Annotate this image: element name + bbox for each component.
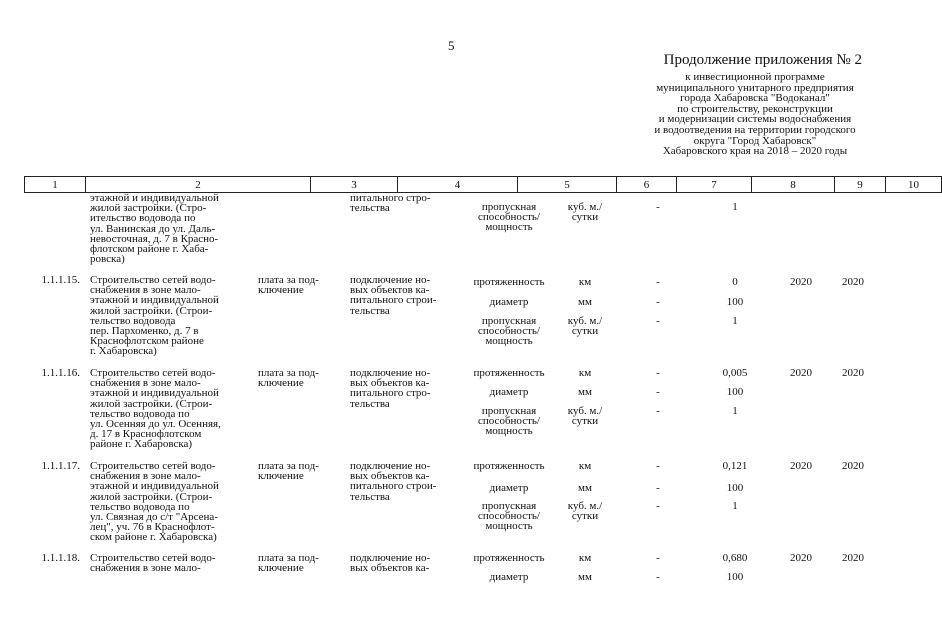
column-number: 8 [752, 177, 835, 193]
row-purpose [350, 275, 436, 316]
column-number: 7 [677, 177, 752, 193]
param-diameter: диаметр [489, 296, 529, 308]
start-year: 2020 [790, 367, 812, 379]
text-line: лец", уч. 76 в Краснофлот- [90, 521, 215, 534]
text-line: снабжения в зоне мало- [90, 377, 201, 390]
subtitle-line: муниципального унитарного предприятия [656, 81, 854, 94]
base-value: - [656, 276, 660, 288]
text-line: ул. Ванинская до ул. Даль- [90, 222, 216, 235]
target-value: 0,121 [722, 460, 748, 472]
column-number: 4 [398, 177, 518, 193]
text-line: Строительство сетей водо- [90, 552, 216, 564]
unit-length: км [578, 552, 592, 564]
target-value: 1 [732, 500, 738, 512]
text-line: тельства [350, 490, 390, 503]
param-capacity [466, 406, 552, 437]
text-line: вых объектов ка- [350, 470, 430, 483]
text-line: флотском районе г. Хаба- [90, 243, 209, 256]
text-line: жилой застройки. (Строи- [90, 490, 213, 503]
unit-length: км [578, 276, 592, 288]
param-diameter: диаметр [489, 571, 529, 583]
param-diameter: диаметр [489, 482, 529, 494]
text-line: мощность [485, 221, 533, 234]
start-year: 2020 [790, 276, 812, 288]
text-line: пропускная [481, 201, 537, 213]
base-value: - [656, 500, 660, 512]
text-line: куб. м./ [567, 315, 603, 327]
base-value: - [656, 405, 660, 417]
text-line: ровска) [90, 253, 125, 266]
text-line: пропускная [481, 500, 537, 512]
text-line: жилой застройки. (Строи- [90, 304, 213, 317]
text-line: тельства [350, 397, 390, 410]
row-number: 1.1.1.15. [41, 274, 80, 286]
text-line: питального стро- [350, 192, 431, 204]
text-line: плата за под- [258, 367, 319, 379]
base-value: - [656, 552, 660, 564]
text-line: ключение [258, 377, 304, 390]
text-line: ул. Осенняя до ул. Осенняя, [90, 418, 221, 431]
row-source [258, 368, 319, 388]
param-diameter: диаметр [489, 386, 529, 398]
row-number: 1.1.1.16. [41, 367, 80, 379]
text-line: куб. м./ [567, 405, 603, 417]
text-line: пер. Пархоменко, д. 7 в [90, 325, 199, 338]
row-description [90, 368, 221, 450]
column-number: 10 [886, 177, 942, 193]
target-value: 1 [732, 315, 738, 327]
text-line: Строительство сетей водо- [90, 274, 216, 286]
subtitle-line: Хабаровского края на 2018 – 2020 годы [662, 145, 848, 158]
page-number: 5 [448, 38, 455, 53]
column-number: 3 [311, 177, 398, 193]
subtitle-line: округа "Город Хабаровск" [693, 134, 817, 147]
unit-length: км [578, 460, 592, 472]
row-description [90, 193, 219, 264]
text-line: ключение [258, 470, 304, 483]
text-line: питального строи- [350, 294, 437, 307]
start-year: 2020 [790, 552, 812, 564]
param-length: протяженность [473, 276, 545, 288]
subtitle-line: по строительству, реконструкции [677, 102, 833, 115]
target-value: 100 [726, 386, 744, 398]
text-line: Строительство сетей водо- [90, 460, 216, 472]
text-line: сутки [571, 415, 599, 428]
text-line: куб. м./ [567, 500, 603, 512]
text-line: тельство водовода по [90, 407, 190, 420]
end-year: 2020 [842, 552, 864, 564]
text-line: пропускная [481, 315, 537, 327]
row-purpose [350, 553, 430, 573]
text-line: районе г. Хабаровска) [90, 438, 193, 451]
text-line: г. Хабаровска) [90, 345, 157, 358]
text-line: питального стро- [350, 387, 431, 400]
text-line: сутки [571, 211, 599, 224]
unit-diameter: мм [578, 571, 592, 583]
subtitle-line: города Хабаровска "Водоканал" [680, 92, 830, 105]
row-source [258, 461, 319, 481]
text-line: снабжения в зоне мало- [90, 562, 201, 575]
text-line: вых объектов ка- [350, 377, 430, 390]
column-number: 9 [835, 177, 886, 193]
text-line: куб. м./ [567, 201, 603, 213]
end-year: 2020 [842, 367, 864, 379]
unit-diameter: мм [578, 296, 592, 308]
text-line: д. 17 в Краснофлотском [90, 428, 202, 441]
text-line: тельство водовода [90, 314, 176, 327]
unit-length: км [578, 367, 592, 379]
text-line: тельства [350, 304, 390, 317]
subtitle-line: к инвестиционной программе [685, 71, 825, 83]
row-source [258, 553, 319, 573]
column-number: 2 [86, 177, 311, 193]
base-value: - [656, 296, 660, 308]
text-line: снабжения в зоне мало- [90, 470, 201, 483]
appendix-title: Продолжение приложения № 2 [663, 52, 862, 68]
text-line: способность/ [478, 510, 540, 523]
param-capacity [466, 316, 552, 347]
text-line: подключение но- [350, 460, 431, 472]
row-description [90, 461, 219, 543]
text-line: снабжения в зоне мало- [90, 284, 201, 297]
row-purpose [350, 193, 431, 213]
text-line: ском районе г. Хабаровска) [90, 531, 217, 544]
row-description [90, 275, 219, 357]
param-capacity [466, 202, 552, 233]
target-value: 1 [732, 405, 738, 417]
target-value: 1 [732, 201, 738, 213]
param-length: протяженность [473, 367, 545, 379]
text-line: подключение но- [350, 367, 431, 379]
subtitle-line: и модернизации системы водоснабжения [658, 113, 852, 126]
unit-diameter: мм [578, 386, 592, 398]
unit-capacity [558, 406, 612, 426]
text-line: плата за под- [258, 552, 319, 564]
text-line: невосточная, д. 7 в Красно- [90, 232, 219, 245]
target-value: 100 [726, 482, 744, 494]
text-line: питального строи- [350, 480, 437, 493]
text-line: этажной и индивидуальной [90, 480, 219, 493]
row-purpose [350, 461, 436, 502]
text-line: мощность [485, 520, 533, 533]
text-line: подключение но- [350, 552, 431, 564]
text-line: ительство водовода по [90, 212, 196, 225]
text-line: плата за под- [258, 274, 319, 286]
base-value: - [656, 482, 660, 494]
text-line: жилой застройки. (Строи- [90, 397, 213, 410]
text-line: подключение но- [350, 274, 431, 286]
end-year: 2020 [842, 460, 864, 472]
text-line: ключение [258, 562, 304, 575]
target-value: 100 [726, 571, 744, 583]
text-line: сутки [571, 510, 599, 523]
text-line: тельство водовода по [90, 500, 190, 513]
start-year: 2020 [790, 460, 812, 472]
appendix-subtitle [630, 72, 880, 157]
end-year: 2020 [842, 276, 864, 288]
column-number: 5 [518, 177, 617, 193]
text-line: ул. Связная до с/т "Арсена- [90, 511, 218, 524]
text-line: этажной и индивидуальной [90, 294, 219, 307]
text-line: пропускная [481, 405, 537, 417]
text-line: мощность [485, 425, 533, 438]
target-value: 0,005 [722, 367, 748, 379]
target-value: 0,680 [722, 552, 748, 564]
column-number: 6 [617, 177, 677, 193]
text-line: вых объектов ка- [350, 562, 430, 575]
text-line: этажной и индивидуальной [90, 387, 219, 400]
param-length: протяженность [473, 460, 545, 472]
unit-capacity [558, 202, 612, 222]
base-value: - [656, 571, 660, 583]
text-line: способность/ [478, 325, 540, 338]
column-header-row [24, 176, 942, 193]
text-line: способность/ [478, 211, 540, 224]
base-value: - [656, 460, 660, 472]
subtitle-line: и водоотведения на территории городского [654, 123, 856, 136]
row-number: 1.1.1.17. [41, 460, 80, 472]
text-line: жилой застройки. (Стро- [90, 202, 207, 215]
target-value: 0 [732, 276, 738, 288]
text-line: тельства [350, 202, 390, 215]
text-line: Строительство сетей водо- [90, 367, 216, 379]
text-line: вых объектов ка- [350, 284, 430, 297]
text-line: этажной и индивидуальной [90, 192, 219, 204]
row-description [90, 553, 216, 573]
row-source [258, 275, 319, 295]
base-value: - [656, 201, 660, 213]
param-length: протяженность [473, 552, 545, 564]
row-purpose [350, 368, 431, 409]
text-line: способность/ [478, 415, 540, 428]
base-value: - [656, 386, 660, 398]
text-line: плата за под- [258, 460, 319, 472]
column-number: 1 [25, 177, 86, 193]
unit-capacity [558, 316, 612, 336]
text-line: ключение [258, 284, 304, 297]
text-line: Краснофлотском районе [90, 335, 204, 348]
row-number: 1.1.1.18. [41, 552, 80, 564]
base-value: - [656, 315, 660, 327]
base-value: - [656, 367, 660, 379]
text-line: сутки [571, 325, 599, 338]
target-value: 100 [726, 296, 744, 308]
param-capacity [466, 501, 552, 532]
text-line: мощность [485, 335, 533, 348]
unit-capacity [558, 501, 612, 521]
unit-diameter: мм [578, 482, 592, 494]
